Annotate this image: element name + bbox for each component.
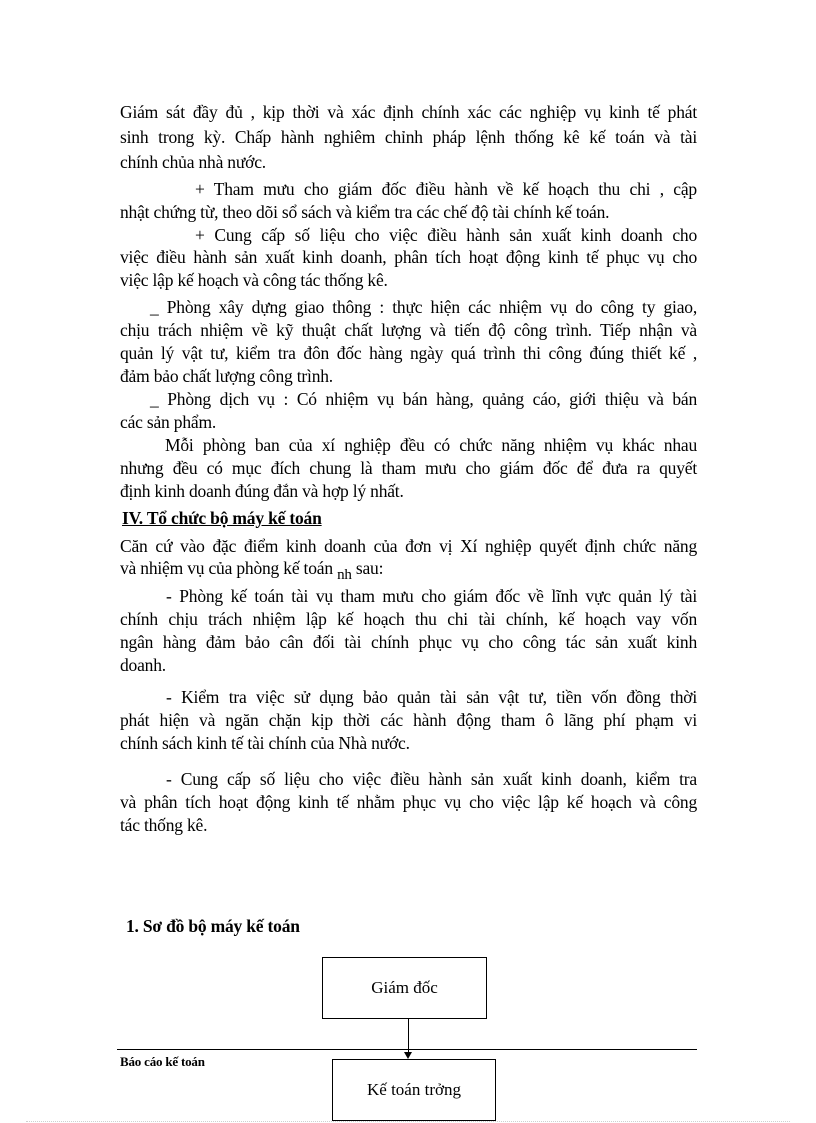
duty2-line-3: chính sách kinh tế tài chính của Nhà nước. xyxy=(120,733,410,753)
p3-line-2: việc điều hành sản xuất kinh doanh, phân tích hoạt động kinh tế phục vụ cho xyxy=(120,247,697,267)
section-intro-line-2-start: và nhiệm vụ của phòng kế toán xyxy=(120,558,333,578)
p6-line-1: Mỗi phòng ban của xí nghiệp đều có chức năng nhiệm vụ khác nhau xyxy=(165,435,697,455)
horizontal-rule xyxy=(117,1049,697,1050)
duty2-line-2: phát hiện và ngăn chặn kịp thời các hành động tham ô lãng phí phạm vi xyxy=(120,710,697,730)
chief-accountant-box xyxy=(332,1059,496,1121)
section-intro-line-1: Căn cứ vào đặc điểm kinh doanh của đơn vị Xí nghiệp quyết định chức năng xyxy=(120,536,697,556)
duty2-line-1: - Kiểm tra việc sử dụng bảo quản tài sản vật tư, tiền vốn đồng thời xyxy=(166,687,697,707)
director-label: Giám đốc xyxy=(371,978,438,997)
p6-line-2: nhưng đều có mục đích chung là tham mưu cho giám đốc để đưa ra quyết xyxy=(120,458,697,478)
p4-line-1: _ Phòng xây dựng giao thông : thực hiện các nhiệm vụ do công ty giao, xyxy=(150,297,697,317)
p5-line-2: các sản phẩm. xyxy=(120,412,217,432)
section-intro-line-2-end: sau: xyxy=(355,558,384,578)
duty1-line-2: chính chịu trách nhiệm lập kế hoạch thu chi tài chính, kế hoạch vay vốn xyxy=(120,609,697,629)
p1-line-3: chính chủa nhà nước. xyxy=(120,152,266,172)
p3-line-1: + Cung cấp số liệu cho việc điều hành sản xuất kinh doanh cho xyxy=(195,225,697,245)
p2-line-1: + Tham mưu cho giám đốc điều hành về kế hoạch thu chi , cập xyxy=(195,179,697,199)
duty1-line-4: doanh. xyxy=(120,655,166,675)
p1-line-2: sinh trong kỳ. Chấp hành nghiêm chỉnh pháp lệnh thống kê kế toán và tài xyxy=(120,127,697,147)
p3-line-3: việc lập kế hoạch và công tác thống kê. xyxy=(120,270,388,290)
p4-line-3: quản lý vật tư, kiểm tra đôn đốc hàng ngày quá trình thi công đúng thiết kế , xyxy=(120,343,697,363)
p5-line-1: _ Phòng dịch vụ : Có nhiệm vụ bán hàng, quảng cáo, giới thiệu và bán xyxy=(150,389,697,409)
duty3-line-2: và phân tích hoạt động kinh tế nhằm phục vụ cho việc lập kế hoạch và công xyxy=(120,792,697,812)
duty3-line-1: - Cung cấp số liệu cho việc điều hành sản xuất kinh doanh, kiểm tra xyxy=(166,769,697,789)
duty3-line-3: tác thống kê. xyxy=(120,815,208,835)
duty1-line-3: ngân hàng đảm bảo cân đối tài chính phục vụ cho công tác sản xuất kinh xyxy=(120,632,697,652)
section-heading: IV. Tổ chức bộ máy kế toán xyxy=(122,508,322,528)
p1-line-1: Giám sát đầy đủ , kịp thời và xác định chính xác các nghiệp vụ kinh tế phát xyxy=(120,102,697,122)
p4-line-2: chịu trách nhiệm về kỹ thuật chất lượng và tiến độ công trình. Tiếp nhận và xyxy=(120,320,697,340)
director-box xyxy=(322,957,487,1019)
chief-accountant-label: Kế toán trởng xyxy=(367,1080,461,1099)
section-intro-line-2 xyxy=(120,557,383,581)
duty1-line-1: - Phòng kế toán tài vụ tham mưu cho giám đốc về lĩnh vực quản lý tài xyxy=(166,586,697,606)
connector-line xyxy=(408,1018,409,1056)
section-intro-subscript: nh xyxy=(337,567,352,583)
p4-line-4: đảm bảo chất lượng công trình. xyxy=(120,366,333,386)
connector-arrowhead xyxy=(404,1052,412,1059)
diagram-title: 1. Sơ đồ bộ máy kế toán xyxy=(126,916,300,936)
p6-line-3: định kinh doanh đúng đắn và hợp lý nhất. xyxy=(120,481,404,501)
p2-line-2: nhật chứng từ, theo dõi sổ sách và kiểm tra các chế độ tài chính kế toán. xyxy=(120,202,610,222)
report-label: Báo cáo kế toán xyxy=(120,1054,205,1069)
page-edge-dotted-line xyxy=(26,1121,790,1122)
